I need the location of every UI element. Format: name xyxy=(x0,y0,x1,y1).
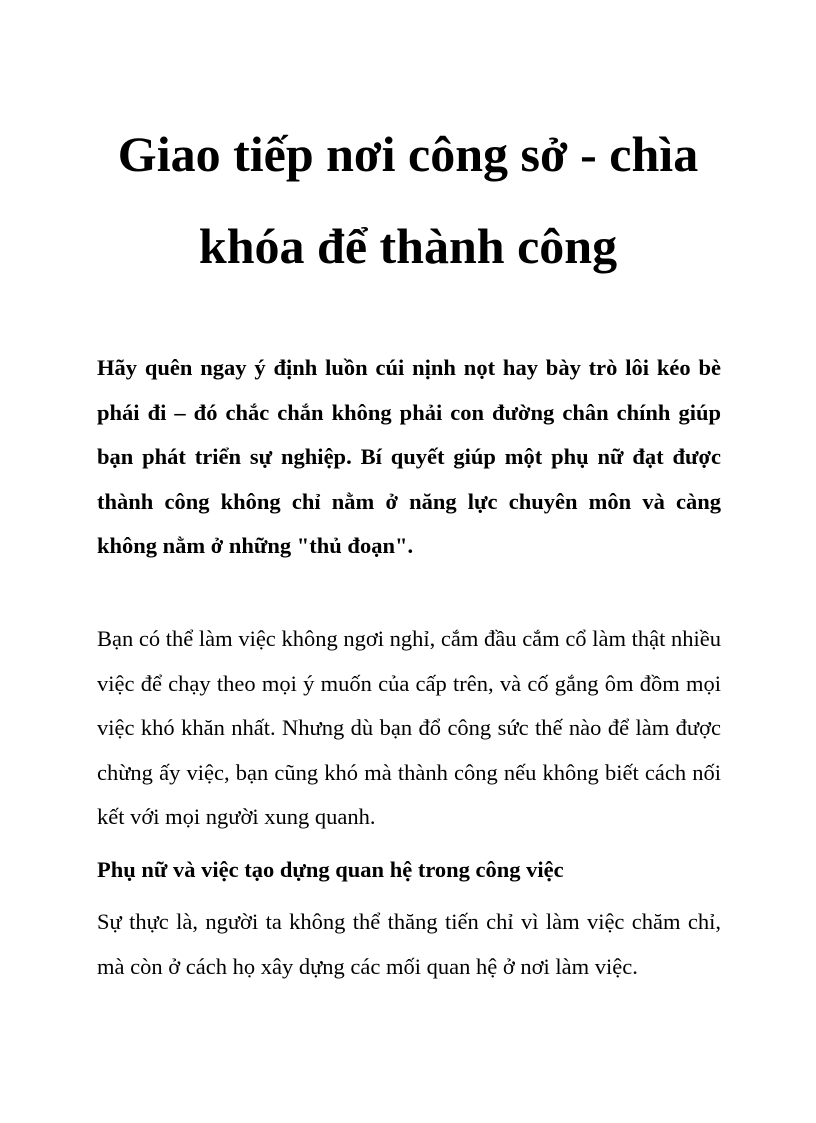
page-title xyxy=(60,108,756,292)
section-subheading: Phụ nữ và việc tạo dựng quan hệ trong công việc xyxy=(97,857,564,882)
lead-paragraph: Hãy quên ngay ý định luồn cúi nịnh nọt hay bày trò lôi kéo bè phái đi – đó chắc chắn không phải con đường chân chính giúp bạn phát triển sự nghiệp. Bí quyết giúp một phụ nữ đạt được thành công không chỉ nằm ở năng lực chuyên môn và càng không nằm ở những "thủ đoạn". xyxy=(97,355,721,558)
body-paragraph-1: Bạn có thể làm việc không ngơi nghỉ, cắm đầu cắm cổ làm thật nhiều việc để chạy theo mọi ý muốn của cấp trên, và cố gắng ôm đồm mọi việc khó khăn nhất. Nhưng dù bạn đổ công sức thế nào để làm được chừng ấy việc, bạn cũng khó mà thành công nếu không biết cách nối kết với mọi người xung quanh. xyxy=(97,626,721,829)
body-paragraph-2: Sự thực là, người ta không thể thăng tiến chỉ vì làm việc chăm chỉ, mà còn ở cách họ xây dựng các mối quan hệ ở nơi làm việc. xyxy=(97,909,721,979)
title-line-1: Giao tiếp nơi công sở - chìa xyxy=(117,126,699,182)
title-line-2: khóa để thành công xyxy=(198,218,618,274)
